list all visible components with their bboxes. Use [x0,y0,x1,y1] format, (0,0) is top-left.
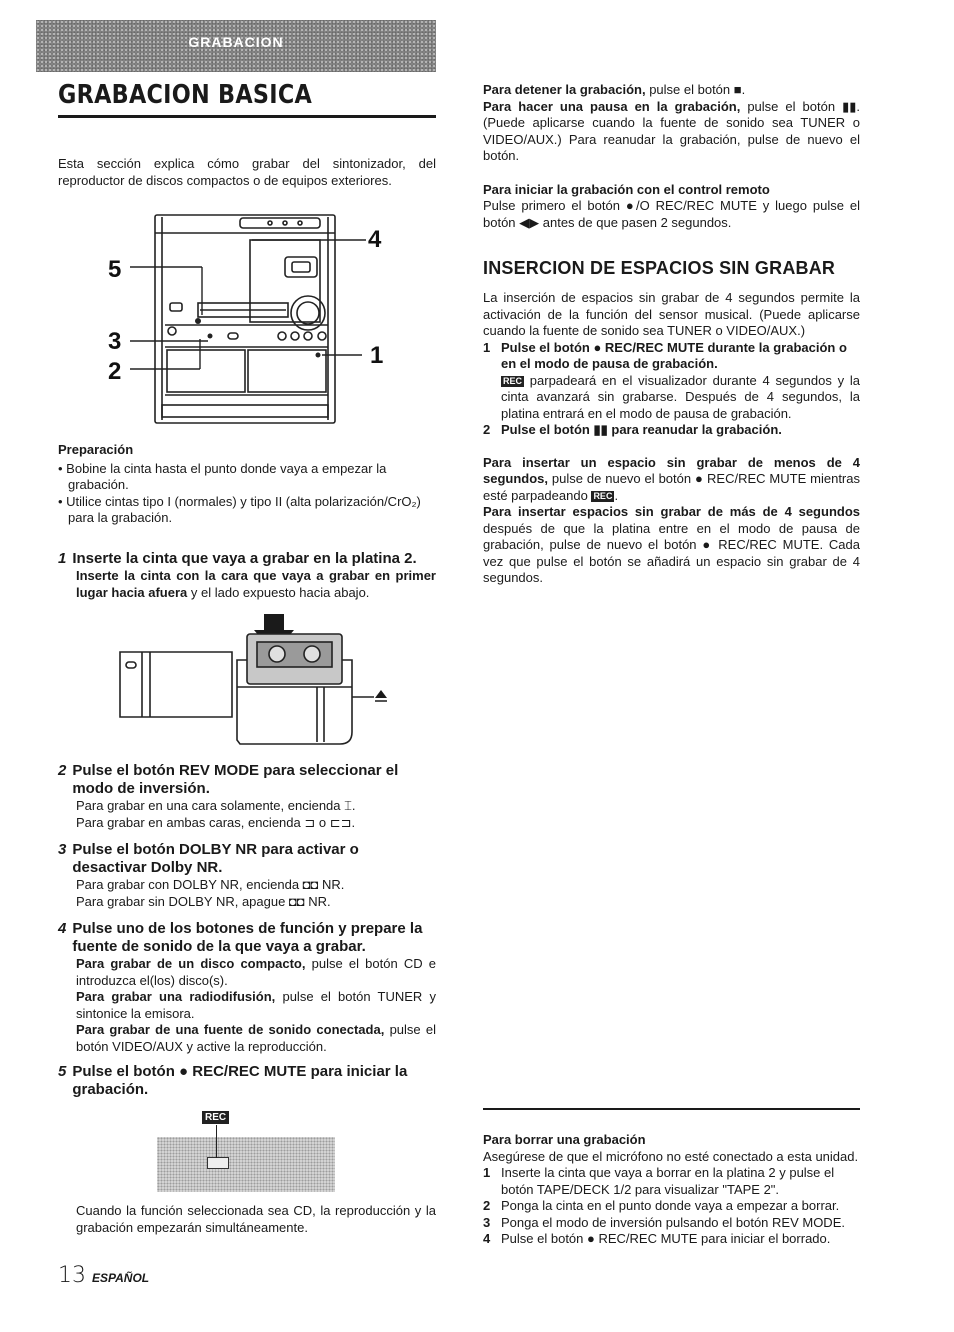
step-line: Para grabar en una cara solamente, encienda ⌶. [76,798,356,813]
callout-2: 2 [108,358,122,385]
erase-steps [483,1165,860,1248]
stop-bold: Para detener la grabación, [483,82,646,97]
list-item: 2 Ponga la cinta en el punto donde vaya a empezar a borrar. [483,1198,840,1213]
right-intro [483,82,860,231]
remote-text: Pulse primero el botón ●/O REC/REC MUTE y luego pulse el botón ◀▶ antes de que pasen 2 segundos. [483,198,860,230]
step-number: 4 [58,920,67,937]
erase-section [483,1132,860,1248]
rec-leader-line [216,1125,217,1158]
footer-language: ESPAÑOL [92,1271,150,1285]
display-panel-figure [157,1137,335,1192]
step-line-text: pulse el botón CD e introduzca el(los) disco(s). [76,956,436,988]
step-line-text: y el lado expuesto hacia abajo. [187,584,370,600]
list-item: 1 Inserte la cinta que vaya a borrar en la platina 2 y pulse el botón TAPE/DECK 1/2 para visualizar "TAPE 2". [483,1165,835,1197]
step-number: 3 [58,841,67,858]
banner-label: GRABACION [188,34,284,50]
insertion-step-2: 2 Pulse el botón ▮▮ para reanudar la grabación. [483,422,782,437]
insertion-less-text: Para insertar un espacio sin grabar de menos de 4 segundos, pulse de nuevo el botón ● REC/REC MUTE mientras esté parpadeando REC . [483,454,860,503]
step-2 [58,762,436,831]
insertion-step-1-text: REC parpadeará en el visualizador durante 4 segundos y la cinta avanzará sin grabarse. Después de 4 segundos, la platina entrará en el modo de pausa de grabación. [501,372,860,421]
insertion-step-1-title: Pulse el botón ● REC/REC MUTE durante la grabación o en el modo de pausa de grabación. [501,339,847,371]
step-title: Pulse el botón DOLBY NR para activar o desactivar Dolby NR. [72,841,359,876]
step-5 [58,1063,436,1099]
step-line-bold: Para grabar de una fuente de sonido conectada, [76,1022,385,1037]
preparation-section [58,442,436,527]
erase-intro: Asegúrese de que el micrófono no esté conectado a esta unidad. [483,1148,859,1164]
insertion-heading: INSERCION DE ESPACIOS SIN GRABAR [483,258,836,278]
title-rule [58,115,436,118]
erase-heading: Para borrar una grabación [483,1132,646,1147]
callout-3: 3 [108,328,122,355]
step-line [58,568,436,601]
section-banner [36,20,436,72]
step-line [58,989,436,1022]
step-number: 2 [58,762,67,779]
callout-5: 5 [108,256,122,283]
cassette-insertion-figure [112,612,402,752]
insertion-section [483,290,860,587]
stop-recording-text [483,82,860,99]
eject-icon [375,690,387,698]
step-1 [58,550,436,601]
step-line: Para grabar con DOLBY NR, encienda ◘◘ NR. [76,877,345,892]
page-footer [58,1263,149,1288]
step-title: Pulse el botón ● REC/REC MUTE para iniciar la grabación. [72,1063,408,1098]
preparation-item: • Bobine la cinta hasta el punto donde vaya a empezar la grabación. [58,460,387,492]
preparation-item: • Utilice cintas tipo I (normales) y tipo II (alta polarización/CrO₂) para la grabación. [58,493,421,525]
preparation-heading: Preparación [58,442,134,457]
intro-text: Esta sección explica cómo grabar del sintonizador, del reproductor de discos compactos o de equipos exteriores. [58,156,436,188]
stop-text: pulse el botón ■. [645,82,746,97]
display-segment [207,1157,229,1169]
list-item: 4 Pulse el botón ● REC/REC MUTE para iniciar el borrado. [483,1231,831,1246]
step-title: Pulse uno de los botones de función y prepare la fuente de sonido de la que vaya a grabar. [72,920,423,955]
remote-heading: Para iniciar la grabación con el control remoto [483,181,770,197]
insertion-more-text: Para insertar espacios sin grabar de más de 4 segundos después de que la platina entre en el modo de pausa de grabación, pulse de nuevo el botón ● REC/REC MUTE. Cada vez que pulse el botón se añadirá un espacio sin grabar de 4 segundos. [483,504,860,585]
callout-1: 1 [370,342,384,369]
step-line-text: pulse el botón TUNER y sintonice la emisora. [76,989,436,1021]
step-line: Para grabar sin DOLBY NR, apague ◘◘ NR. [76,893,331,909]
insertion-step-1: 1 Pulse el botón ● REC/REC MUTE durante la grabación o en el modo de pausa de grabación. REC parpadeará en el visualizador durante 4 segundos y la cinta avanzará sin grabarse. Después de 4 segundos, la platina entrará en el modo de pausa de grabación. [483,339,860,421]
step-line [58,956,436,989]
step-line-text: pulse el botón VIDEO/AUX y active la reproducción. [76,1022,437,1054]
step-line-bold: Para grabar de un disco compacto, [76,956,306,971]
step-line-bold: Inserte la cinta con la cara que vaya a grabar en primer lugar hacia afuera [76,568,436,600]
page-number: 13 [58,1263,86,1288]
step-3 [58,841,436,910]
rec-indicator: REC [503,375,523,386]
step-line-bold: Para grabar una radiodifusión, [76,989,276,1004]
section-divider [483,1108,860,1110]
step-number: 1 [58,550,67,567]
rec-indicator: REC [202,1111,229,1124]
step-title: Inserte la cinta que vaya a grabar en la platina 2. [72,550,417,567]
insertion-step-2-title: Pulse el botón ▮▮ para reanudar la grabación. [501,422,782,437]
pause-text: pulse el botón ▮▮. (Puede aplicarse cuando la fuente de sonido sea TUNER o VIDEO/AUX.) Para reanudar la grabación, pulse de nuevo el botón. [483,98,860,163]
pause-recording-text [483,99,860,165]
list-item: 3 Ponga el modo de inversión pulsando el botón REV MODE. [483,1214,845,1230]
stereo-front-figure [100,205,400,430]
rec-indicator: REC [593,490,613,501]
insertion-intro: La inserción de espacios sin grabar de 4 segundos permite la activación de la función del sensor musical. (Puede aplicarse cuando la fuente de sonido sea TUNER o VIDEO/AUX.) [483,290,860,338]
step-4 [58,920,436,1055]
step-line: Para grabar en ambas caras, encienda ⊐ o ⊏⊐. [76,814,356,830]
step-5-note: Cuando la función seleccionada sea CD, la reproducción y la grabación empezarán simultáneamente. [76,1203,436,1235]
callout-4: 4 [368,226,382,253]
step-title: Pulse el botón REV MODE para seleccionar el modo de inversión. [72,762,399,797]
step-number: 5 [58,1063,67,1080]
page-title: GRABACION BASICA [58,80,313,110]
step-line [58,1022,436,1055]
pause-bold: Para hacer una pausa en la grabación, [483,98,741,114]
